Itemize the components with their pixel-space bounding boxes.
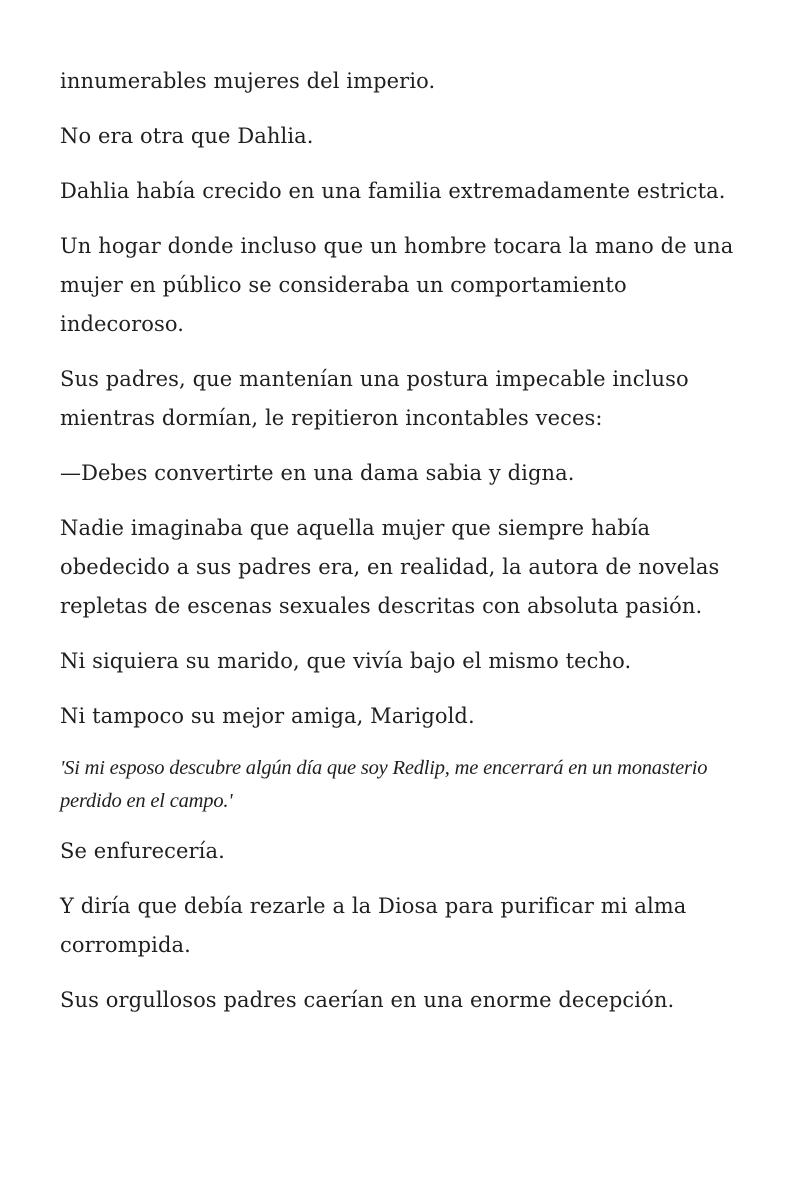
paragraph: Nadie imaginaba que aquella mujer que siempre había obedecido a sus padres era, en realidad, la autora de novelas repletas de escenas sexuales descritas con absoluta pasión.	[60, 516, 720, 618]
reader-page	[60, 62, 750, 1036]
paragraph: No era otra que Dahlia.	[60, 124, 314, 148]
paragraph: Y diría que debía rezarle a la Diosa para purificar mi alma corrompida.	[60, 894, 687, 957]
dialogue-paragraph: —Debes convertirte en una dama sabia y digna.	[60, 461, 575, 485]
paragraph: Dahlia había crecido en una familia extremadamente estricta.	[60, 179, 726, 203]
inner-thought-paragraph: 'Si mi esposo descubre algún día que soy Redlip, me encerrará en un monasterio perdido en el campo.'	[60, 757, 708, 812]
paragraph: Sus orgullosos padres caerían en una enorme decepción.	[60, 988, 675, 1012]
paragraph: Se enfurecería.	[60, 839, 225, 863]
paragraph: Sus padres, que mantenían una postura impecable incluso mientras dormían, le repitieron incontables veces:	[60, 367, 689, 430]
paragraph: Ni siquiera su marido, que vivía bajo el mismo techo.	[60, 649, 632, 673]
paragraph: innumerables mujeres del imperio.	[60, 69, 436, 93]
paragraph: Un hogar donde incluso que un hombre tocara la mano de una mujer en público se consideraba un comportamiento indecoroso.	[60, 234, 734, 336]
paragraph: Ni tampoco su mejor amiga, Marigold.	[60, 704, 475, 728]
